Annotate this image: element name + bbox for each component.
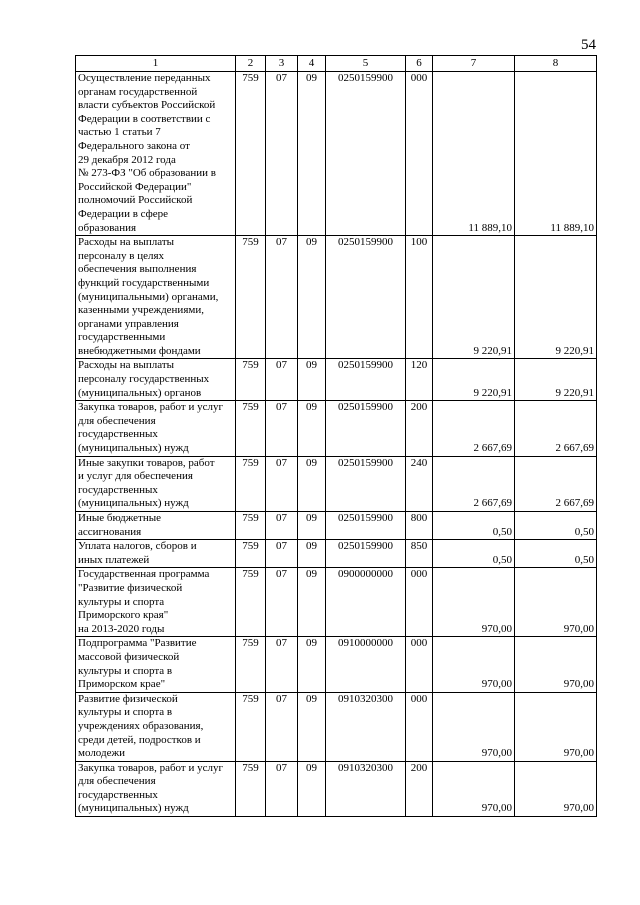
section-code-cell: 07 [266, 637, 298, 692]
amount-year1-cell: 11 889,10 [433, 72, 515, 236]
expense-type-cell: 000 [406, 72, 433, 236]
subsection-code-cell: 09 [298, 761, 326, 816]
subsection-code-cell: 09 [298, 236, 326, 359]
subsection-code-cell: 09 [298, 637, 326, 692]
expense-name-cell: Закупка товаров, работ и услуг для обеспечения государственных (муниципальных) нужд [76, 401, 236, 456]
amount-year1-cell: 0,50 [433, 512, 515, 540]
ministry-code-cell: 759 [236, 72, 266, 236]
amount-year2-cell: 970,00 [515, 692, 597, 761]
expense-name-cell: Подпрограмма "Развитие массовой физической культуры и спорта в Приморском крае" [76, 637, 236, 692]
subsection-code-cell: 09 [298, 540, 326, 568]
table-row [76, 692, 597, 761]
expense-name-cell: Государственная программа "Развитие физической культуры и спорта Приморского края" на 2013-2020 годы [76, 568, 236, 637]
budget-table [75, 55, 597, 817]
expense-type-cell: 000 [406, 692, 433, 761]
target-article-cell: 0250159900 [326, 72, 406, 236]
ministry-code-cell: 759 [236, 761, 266, 816]
ministry-code-cell: 759 [236, 359, 266, 401]
amount-year1-cell: 9 220,91 [433, 236, 515, 359]
section-code-cell: 07 [266, 692, 298, 761]
subsection-code-cell: 09 [298, 512, 326, 540]
section-code-cell: 07 [266, 359, 298, 401]
amount-year2-cell: 970,00 [515, 568, 597, 637]
column-header-8: 8 [515, 56, 597, 72]
expense-type-cell: 200 [406, 401, 433, 456]
table-row [76, 401, 597, 456]
amount-year2-cell: 0,50 [515, 540, 597, 568]
table-row [76, 637, 597, 692]
column-header-4: 4 [298, 56, 326, 72]
column-header-2: 2 [236, 56, 266, 72]
amount-year2-cell: 970,00 [515, 761, 597, 816]
ministry-code-cell: 759 [236, 568, 266, 637]
subsection-code-cell: 09 [298, 401, 326, 456]
target-article-cell: 0250159900 [326, 401, 406, 456]
section-code-cell: 07 [266, 401, 298, 456]
expense-type-cell: 000 [406, 568, 433, 637]
ministry-code-cell: 759 [236, 401, 266, 456]
ministry-code-cell: 759 [236, 236, 266, 359]
expense-name-cell: Иные бюджетные ассигнования [76, 512, 236, 540]
subsection-code-cell: 09 [298, 568, 326, 637]
expense-type-cell: 100 [406, 236, 433, 359]
expense-type-cell: 800 [406, 512, 433, 540]
expense-name-cell: Расходы на выплаты персоналу в целях обеспечения выполнения функций государственными (муниципальными) органами, казенными учреждениями, органами управления государственными внебюджетными фондами [76, 236, 236, 359]
amount-year1-cell: 970,00 [433, 692, 515, 761]
section-code-cell: 07 [266, 236, 298, 359]
amount-year2-cell: 0,50 [515, 512, 597, 540]
ministry-code-cell: 759 [236, 512, 266, 540]
expense-type-cell: 120 [406, 359, 433, 401]
expense-type-cell: 240 [406, 456, 433, 511]
target-article-cell: 0910320300 [326, 692, 406, 761]
amount-year2-cell: 2 667,69 [515, 401, 597, 456]
amount-year2-cell: 2 667,69 [515, 456, 597, 511]
expense-name-cell: Закупка товаров, работ и услуг для обеспечения государственных (муниципальных) нужд [76, 761, 236, 816]
amount-year2-cell: 9 220,91 [515, 359, 597, 401]
table-row [76, 568, 597, 637]
target-article-cell: 0900000000 [326, 568, 406, 637]
section-code-cell: 07 [266, 540, 298, 568]
target-article-cell: 0250159900 [326, 236, 406, 359]
amount-year1-cell: 970,00 [433, 761, 515, 816]
expense-type-cell: 200 [406, 761, 433, 816]
table-row [76, 540, 597, 568]
expense-name-cell: Развитие физической культуры и спорта в учреждениях образования, среди детей, подростков и молодежи [76, 692, 236, 761]
amount-year1-cell: 0,50 [433, 540, 515, 568]
amount-year2-cell: 9 220,91 [515, 236, 597, 359]
table-row [76, 761, 597, 816]
subsection-code-cell: 09 [298, 359, 326, 401]
section-code-cell: 07 [266, 568, 298, 637]
ministry-code-cell: 759 [236, 540, 266, 568]
table-row [76, 236, 597, 359]
target-article-cell: 0910320300 [326, 761, 406, 816]
amount-year1-cell: 970,00 [433, 637, 515, 692]
ministry-code-cell: 759 [236, 692, 266, 761]
target-article-cell: 0250159900 [326, 512, 406, 540]
amount-year1-cell: 2 667,69 [433, 456, 515, 511]
amount-year2-cell: 970,00 [515, 637, 597, 692]
amount-year1-cell: 2 667,69 [433, 401, 515, 456]
section-code-cell: 07 [266, 512, 298, 540]
section-code-cell: 07 [266, 72, 298, 236]
section-code-cell: 07 [266, 456, 298, 511]
expense-type-cell: 000 [406, 637, 433, 692]
column-header-7: 7 [433, 56, 515, 72]
table-row [76, 456, 597, 511]
amount-year1-cell: 9 220,91 [433, 359, 515, 401]
column-header-5: 5 [326, 56, 406, 72]
expense-name-cell: Осуществление переданных органам государственной власти субъектов Российской Федерации в соответствии с частью 1 статьи 7 Федерального закона от 29 декабря 2012 года № 273-ФЗ "Об образовании в Российской Федерации" полномочий Российской Федерации в сфере образования [76, 72, 236, 236]
expense-name-cell: Уплата налогов, сборов и иных платежей [76, 540, 236, 568]
target-article-cell: 0250159900 [326, 359, 406, 401]
subsection-code-cell: 09 [298, 456, 326, 511]
target-article-cell: 0910000000 [326, 637, 406, 692]
amount-year2-cell: 11 889,10 [515, 72, 597, 236]
table-header-row [76, 56, 597, 72]
ministry-code-cell: 759 [236, 456, 266, 511]
subsection-code-cell: 09 [298, 72, 326, 236]
page-number: 54 [581, 37, 596, 53]
expense-name-cell: Расходы на выплаты персоналу государственных (муниципальных) органов [76, 359, 236, 401]
table-row [76, 512, 597, 540]
column-header-6: 6 [406, 56, 433, 72]
ministry-code-cell: 759 [236, 637, 266, 692]
table-row [76, 72, 597, 236]
column-header-3: 3 [266, 56, 298, 72]
expense-name-cell: Иные закупки товаров, работ и услуг для обеспечения государственных (муниципальных) нужд [76, 456, 236, 511]
expense-type-cell: 850 [406, 540, 433, 568]
table-row [76, 359, 597, 401]
target-article-cell: 0250159900 [326, 456, 406, 511]
target-article-cell: 0250159900 [326, 540, 406, 568]
table-body [76, 72, 597, 817]
section-code-cell: 07 [266, 761, 298, 816]
subsection-code-cell: 09 [298, 692, 326, 761]
amount-year1-cell: 970,00 [433, 568, 515, 637]
column-header-1: 1 [76, 56, 236, 72]
